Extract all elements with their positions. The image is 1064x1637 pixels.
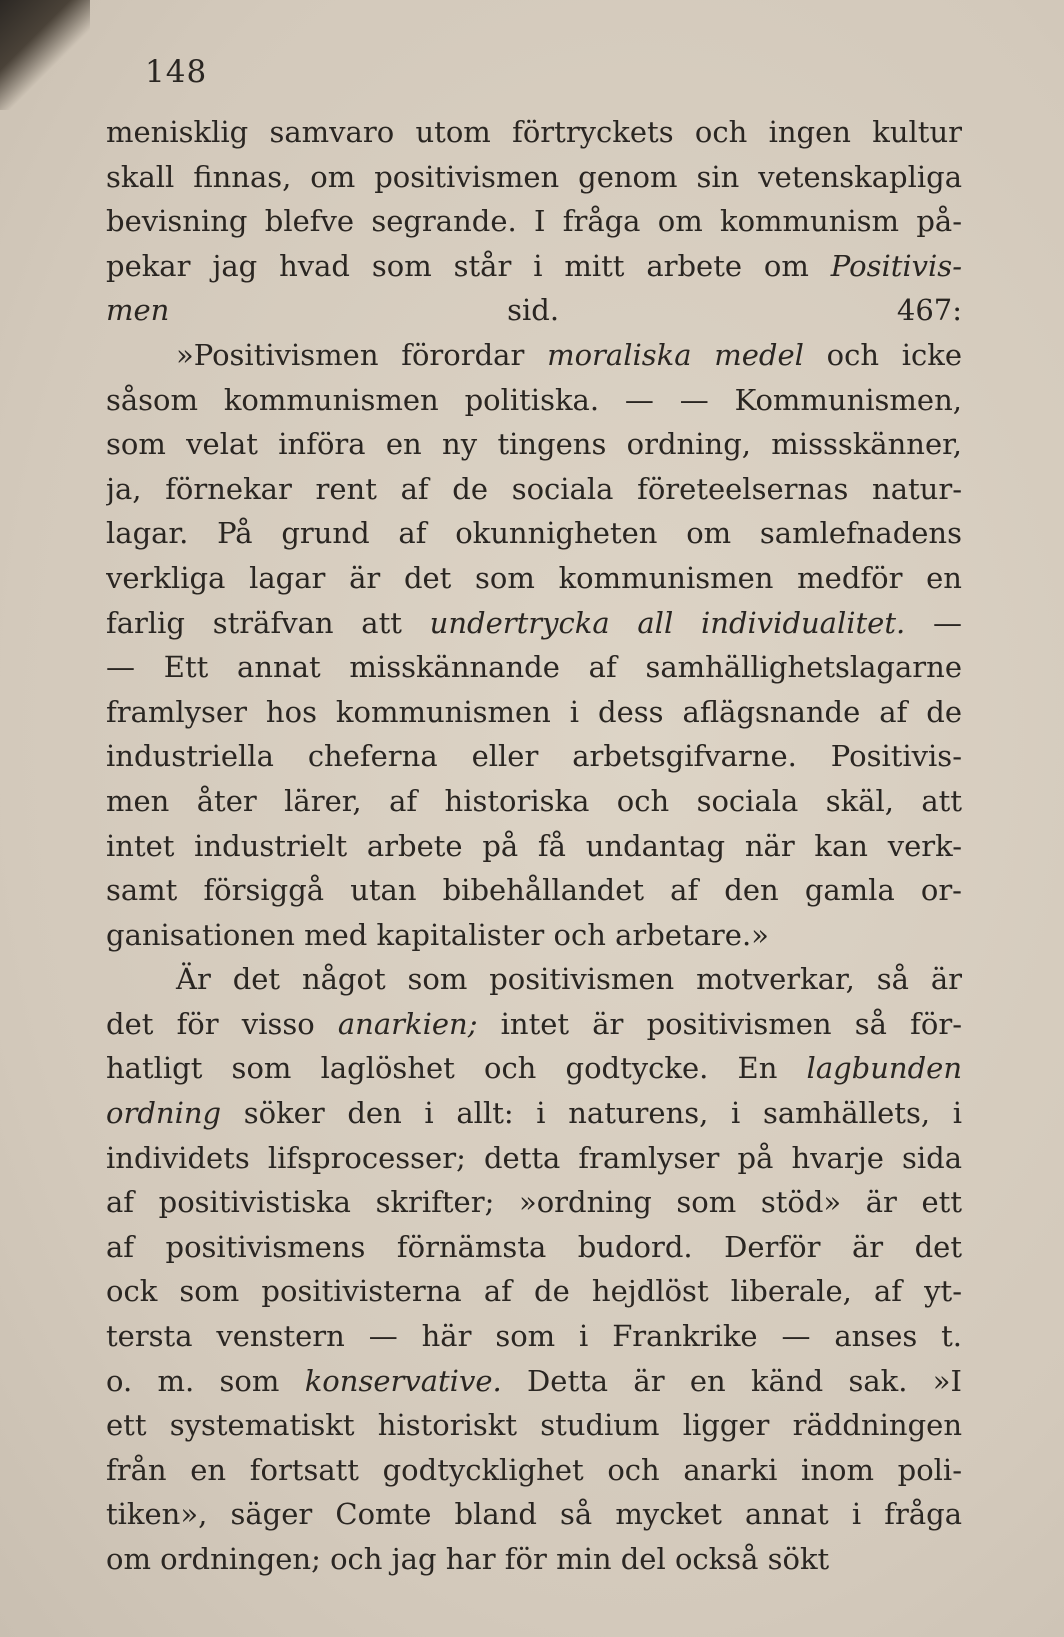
line-text: men åter lärer, af historiska och sociala skäl, att — [106, 783, 962, 818]
text-line — [106, 1448, 962, 1493]
text-line — [106, 155, 962, 200]
line-text: skall finnas, om positivismen genom sin vetenskapliga — [106, 159, 962, 194]
text-line — [106, 199, 962, 244]
line-text: hatligt som laglöshet och godtycke. En — [106, 1051, 807, 1086]
line-text: verkliga lagar är det som kommunismen medför en — [106, 560, 962, 595]
line-text: ganisationen med kapitalister och arbetare.» — [106, 917, 769, 952]
line-text: »Positivismen förordar — [176, 337, 548, 372]
line-text: pekar jag hvad som står i mitt arbete om — [106, 248, 831, 283]
italic-text: lagbunden — [806, 1051, 962, 1086]
line-text: Detta är en känd sak. »I — [501, 1363, 962, 1398]
italic-text: anarkien; — [337, 1006, 478, 1041]
text-line — [106, 601, 962, 646]
italic-text: ordning — [106, 1096, 222, 1131]
line-text: framlyser hos kommunismen i dess aflägsnande af de — [106, 694, 962, 729]
line-text: sid. 467: — [169, 293, 962, 328]
text-line — [106, 244, 962, 289]
text-line — [106, 1180, 962, 1225]
line-text: Är det något som positivismen motverkar, så är — [176, 962, 962, 997]
line-text: af positivismens förnämsta budord. Derför är det — [106, 1229, 962, 1264]
text-line — [106, 1537, 962, 1582]
line-text: tersta venstern — här som i Frankrike — anses t. — [106, 1319, 962, 1354]
line-text: tiken», säger Comte bland så mycket annat i fråga — [106, 1497, 962, 1532]
text-line — [106, 1046, 962, 1091]
text-line — [106, 1492, 962, 1537]
line-text: ett systematiskt historiskt studium ligger räddningen — [106, 1408, 962, 1443]
text-line — [106, 422, 962, 467]
text-line — [106, 511, 962, 556]
text-line — [106, 868, 962, 913]
italic-text: konservative. — [304, 1363, 502, 1398]
text-line — [106, 1225, 962, 1270]
line-text: individets lifsprocesser; detta framlyser på hvarje sida — [106, 1140, 962, 1175]
italic-text: moraliska medel — [547, 337, 804, 372]
line-text: bevisning blefve segrande. I fråga om kommunism på- — [106, 204, 962, 239]
text-line — [106, 1314, 962, 1359]
line-text: — — [905, 605, 962, 640]
line-text: — Ett annat misskännande af samhällighetslagarne — [106, 650, 962, 685]
line-text: intet industrielt arbete på få undantag när kan verk- — [106, 828, 962, 863]
line-text: det för visso — [106, 1006, 338, 1041]
page-corner-shadow — [0, 0, 90, 110]
line-text: såsom kommunismen politiska. — — Kommunismen, — [106, 382, 962, 417]
text-line — [106, 288, 962, 333]
italic-text: men — [106, 293, 170, 328]
body-text — [106, 110, 962, 1582]
text-line — [106, 824, 962, 869]
line-text: som velat införa en ny tingens ordning, missskänner, — [106, 427, 962, 462]
text-line — [106, 378, 962, 423]
line-text: menisklig samvaro utom förtryckets och ingen kultur — [106, 115, 962, 149]
line-text: industriella cheferna eller arbetsgifvarne. Positivis- — [106, 739, 962, 774]
line-text: o. m. som — [106, 1363, 305, 1398]
page-number: 148 — [145, 54, 208, 90]
text-line — [106, 690, 962, 735]
text-line — [106, 734, 962, 779]
text-line — [106, 1091, 962, 1136]
text-line — [106, 1359, 962, 1404]
line-text: och icke — [803, 337, 962, 372]
line-text: söker den i allt: i naturens, i samhällets, i — [221, 1096, 962, 1131]
italic-text: undertrycka all individualitet. — [429, 605, 906, 640]
text-line — [106, 645, 962, 690]
line-text: samt försiggå utan bibehållandet af den gamla or- — [106, 873, 962, 908]
text-line — [106, 913, 962, 958]
line-text: från en fortsatt godtycklighet och anarki inom poli- — [106, 1452, 962, 1487]
text-line — [106, 1002, 962, 1047]
text-line — [106, 1136, 962, 1181]
italic-text: Positivis- — [830, 248, 962, 283]
text-line — [106, 556, 962, 601]
line-text: ock som positivisterna af de hejdlöst liberale, af yt- — [106, 1274, 962, 1309]
text-line — [106, 333, 962, 378]
text-line — [106, 1403, 962, 1448]
text-line — [106, 110, 962, 155]
line-text: af positivistiska skrifter; »ordning som stöd» är ett — [106, 1185, 962, 1220]
line-text: lagar. På grund af okunnigheten om samlefnadens — [106, 516, 962, 551]
line-text: farlig sträfvan att — [106, 605, 430, 640]
line-text: om ordningen; och jag har för min del också sökt — [106, 1542, 830, 1576]
text-line — [106, 957, 962, 1002]
text-line — [106, 467, 962, 512]
line-text: ja, förnekar rent af de sociala företeelsernas natur- — [106, 471, 962, 506]
text-line — [106, 779, 962, 824]
line-text: intet är positivismen så för- — [477, 1006, 962, 1041]
text-line — [106, 1269, 962, 1314]
